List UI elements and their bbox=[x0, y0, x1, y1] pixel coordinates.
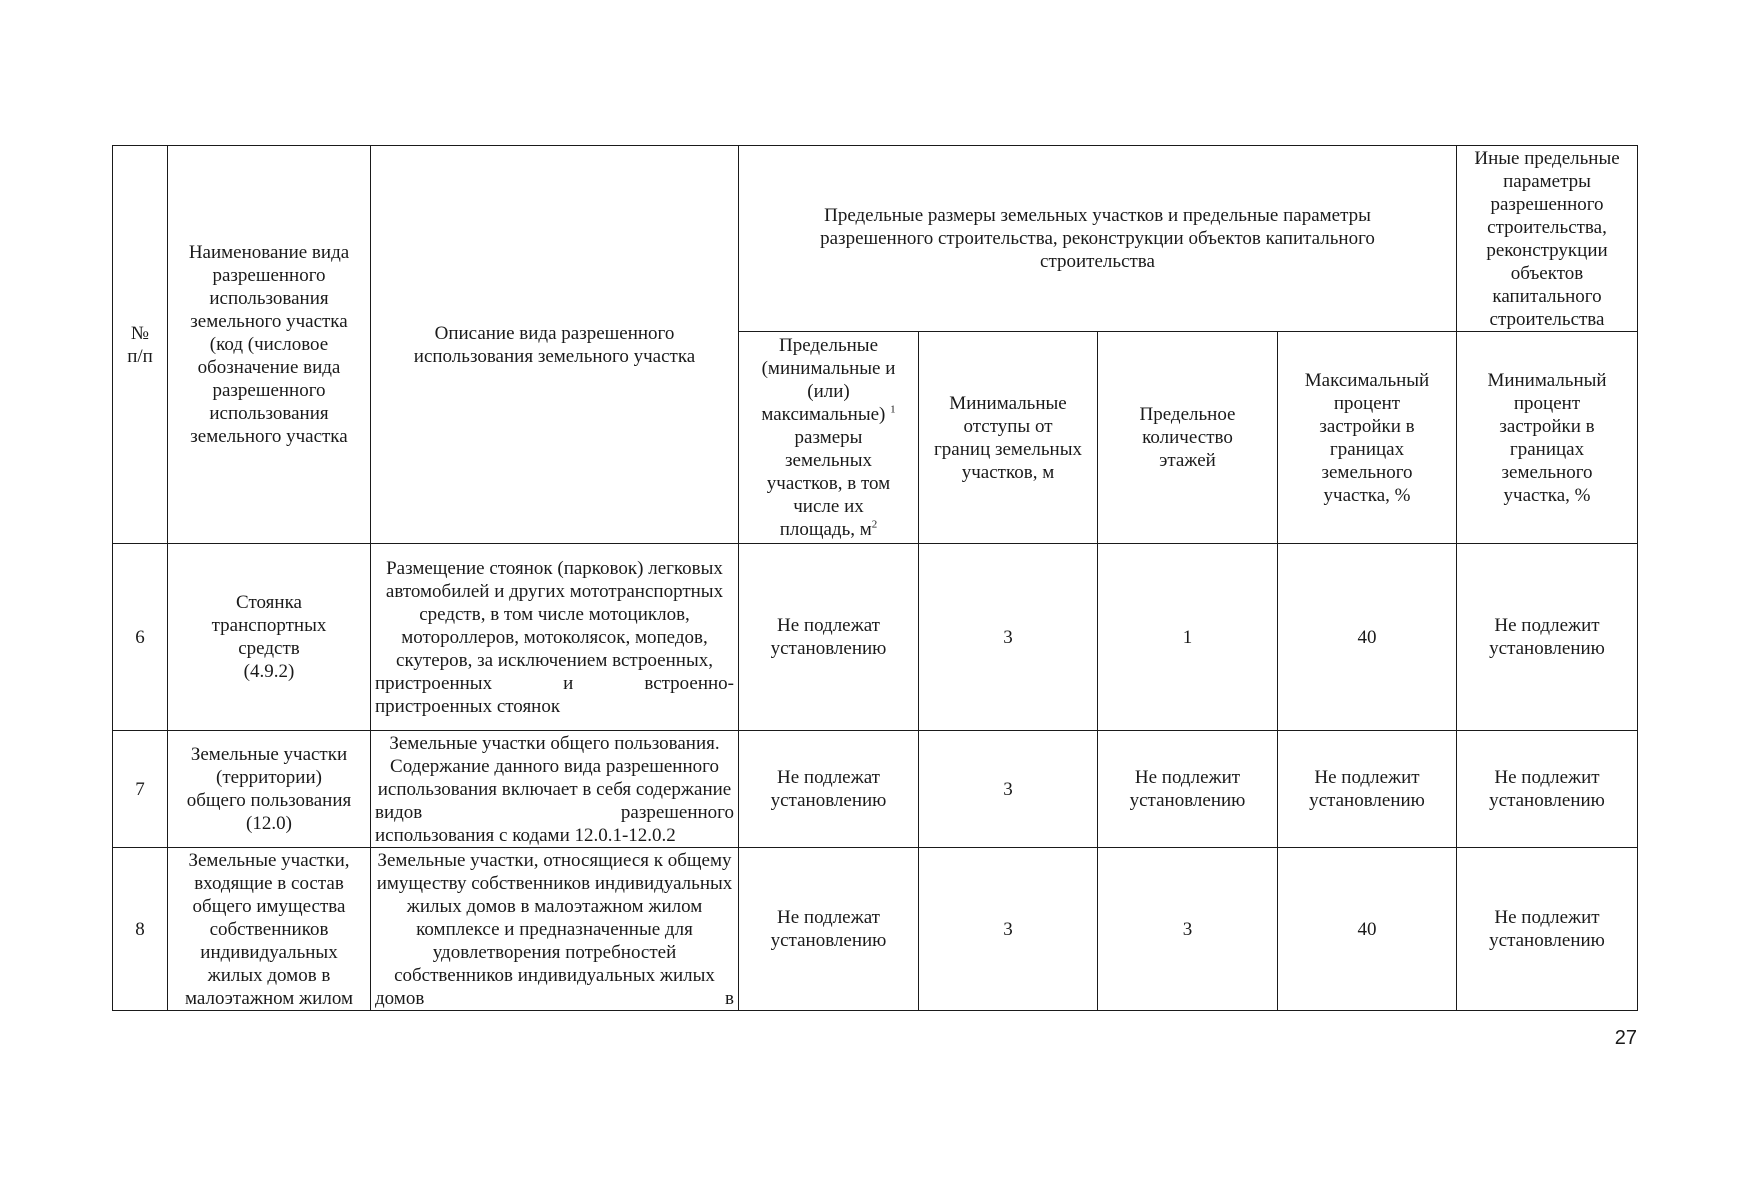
header-setbacks: Минимальные отступы от границ земельных участков, м bbox=[919, 332, 1098, 544]
row-floors: 3 bbox=[1098, 848, 1278, 1011]
row-plot-size: Не подлежат установлению bbox=[739, 731, 919, 848]
row-setbacks: 3 bbox=[919, 544, 1098, 731]
row-setbacks: 3 bbox=[919, 848, 1098, 1011]
unit-superscript: 2 bbox=[871, 518, 878, 531]
row-floors: 1 bbox=[1098, 544, 1278, 731]
header-description: Описание вида разрешенного использования земельного участка bbox=[371, 146, 739, 544]
row-description-last-line: пристроенных стоянок bbox=[375, 695, 561, 717]
header-number: № п/п bbox=[113, 146, 168, 544]
table-row bbox=[113, 544, 1638, 731]
row-description-text: Земельные участки, относящиеся к общему имуществу собственников индивидуальных жилых домов в малоэтажном жилом комплексе и предназначенные для удовлетворения потребностей собственников индивидуальных жилых домов в bbox=[375, 849, 734, 1009]
zoning-parameters-table bbox=[112, 145, 1638, 1011]
header-row-1 bbox=[113, 146, 1638, 332]
row-min-coverage: Не подлежит установлению bbox=[1457, 848, 1638, 1011]
row-max-coverage: 40 bbox=[1278, 544, 1457, 731]
header-plot-size-text: Предельные (минимальные и (или) максимальные) bbox=[761, 335, 896, 425]
row-description bbox=[371, 731, 739, 848]
header-limits-group: Предельные размеры земельных участков и предельные параметры разрешенного строительства, реконструкции объектов капитального строительства bbox=[739, 146, 1457, 332]
table-row bbox=[113, 731, 1638, 848]
header-floors: Предельное количество этажей bbox=[1098, 332, 1278, 544]
row-number: 7 bbox=[113, 731, 168, 848]
row-min-coverage: Не подлежит установлению bbox=[1457, 731, 1638, 848]
row-description bbox=[371, 544, 739, 731]
header-other-group: Иные предельные параметры разрешенного строительства, реконструкции объектов капитального строительства bbox=[1457, 146, 1638, 332]
row-description-text: Размещение стоянок (парковок) легковых автомобилей и других мототранспортных средств, в том числе мотоциклов, мотороллеров, мотоколясок, мопедов, скутеров, за исключением встроенных, пристроенных и встроенно- bbox=[375, 557, 734, 694]
row-max-coverage: 40 bbox=[1278, 848, 1457, 1011]
header-plot-size-text-2: размеры земельных участков, в том числе их площадь, м bbox=[766, 427, 891, 540]
row-floors: Не подлежит установлению bbox=[1098, 731, 1278, 848]
row-use-name: Земельные участки (территории) общего пользования (12.0) bbox=[168, 731, 371, 848]
row-description bbox=[371, 848, 739, 1011]
footnote-marker: 1 bbox=[890, 403, 896, 416]
page-number: 27 bbox=[1614, 1027, 1637, 1049]
row-plot-size: Не подлежат установлению bbox=[739, 848, 919, 1011]
row-description-last-line: использования с кодами 12.0.1-12.0.2 bbox=[375, 824, 676, 846]
row-setbacks: 3 bbox=[919, 731, 1098, 848]
row-number: 8 bbox=[113, 848, 168, 1011]
row-description-text: Земельные участки общего пользования. Содержание данного вида разрешенного использования включает в себя содержание видов разрешенного bbox=[375, 732, 734, 823]
row-plot-size: Не подлежат установлению bbox=[739, 544, 919, 731]
row-number: 6 bbox=[113, 544, 168, 731]
header-max-coverage: Максимальный процент застройки в границах земельного участка, % bbox=[1278, 332, 1457, 544]
header-plot-size bbox=[739, 332, 919, 544]
header-min-coverage: Минимальный процент застройки в границах земельного участка, % bbox=[1457, 332, 1638, 544]
table-row bbox=[113, 848, 1638, 1011]
header-use-name: Наименование вида разрешенного использования земельного участка (код (числовое обозначение вида разрешенного использования земельного участка bbox=[168, 146, 371, 544]
row-min-coverage: Не подлежит установлению bbox=[1457, 544, 1638, 731]
row-use-name: Земельные участки, входящие в состав общего имущества собственников индивидуальных жилых домов в малоэтажном жилом bbox=[168, 848, 371, 1011]
row-use-name: Стоянка транспортных средств (4.9.2) bbox=[168, 544, 371, 731]
row-max-coverage: Не подлежит установлению bbox=[1278, 731, 1457, 848]
